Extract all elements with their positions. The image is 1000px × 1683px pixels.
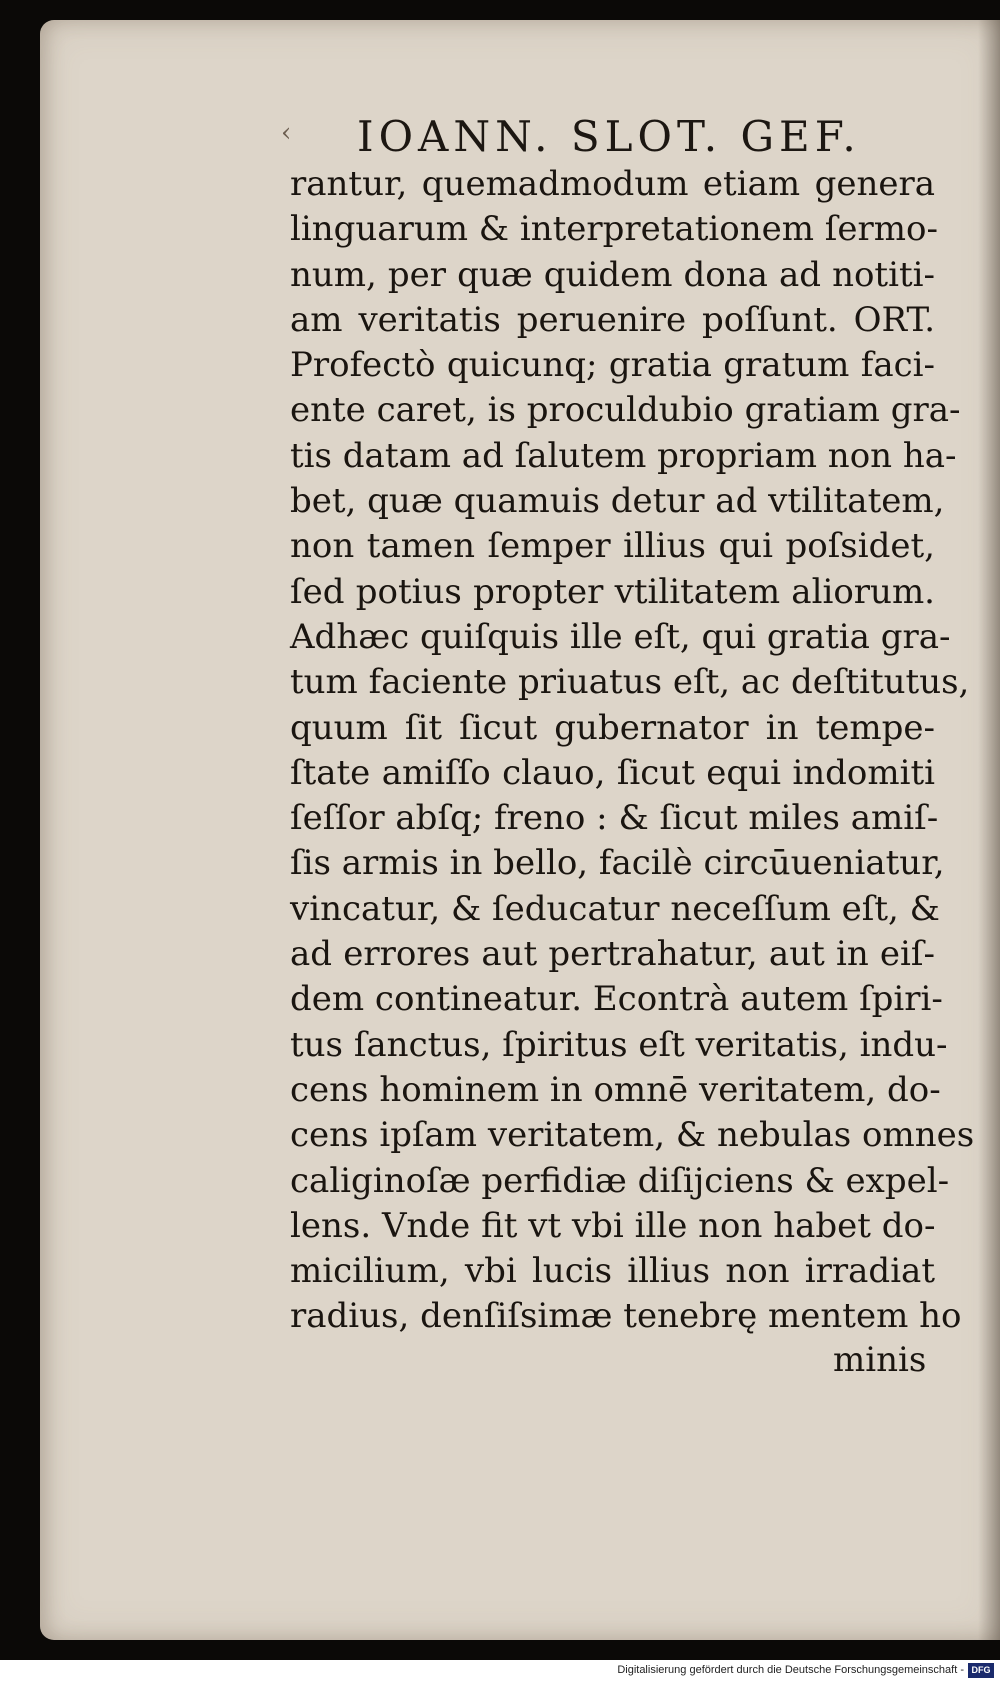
dfg-logo: DFG bbox=[968, 1663, 994, 1678]
text-line: tus ſanctus, ſpiritus eſt veritatis, indu- bbox=[290, 1024, 948, 1065]
text-line: caliginoſæ perfidiæ diſijciens & expel- bbox=[290, 1160, 950, 1201]
text-line: lens. Vnde fit vt vbi ille non habet do- bbox=[290, 1205, 936, 1246]
text-line: cens hominem in omnē veritatem, do- bbox=[290, 1069, 941, 1110]
text-line: ſtate amiſſo clauo, ſicut equi indomiti bbox=[290, 752, 935, 793]
body-text bbox=[290, 162, 975, 1340]
text-line: am veritatis peruenire poſſunt. ORT. bbox=[290, 299, 935, 340]
text-line: ſis armis in bello, facilè circūueniatur, bbox=[290, 843, 945, 884]
text-line: tis datam ad ſalutem propriam non ha- bbox=[290, 435, 957, 476]
page-gutter-shadow bbox=[978, 20, 1000, 1640]
text-line: Profectò quicunq; gratia gratum faci- bbox=[290, 345, 935, 386]
text-line: ſed potius propter vtilitatem aliorum. bbox=[290, 571, 935, 612]
text-line: linguarum & interpretationem ſermo- bbox=[290, 209, 938, 250]
footer-bar bbox=[0, 1660, 1000, 1683]
text-line: ſeſſor abſq; freno : & ſicut miles amiſ- bbox=[290, 798, 939, 839]
text-line: dem contineatur. Econtrà autem ſpiri- bbox=[290, 979, 943, 1020]
running-head: IOANN. SLOT. GEF. bbox=[357, 112, 861, 161]
text-line: Adhæc quiſquis ille eſt, qui gratia gra- bbox=[290, 616, 951, 657]
catchword: minis bbox=[833, 1340, 927, 1380]
text-line: non tamen ſemper illius qui poſsidet, bbox=[290, 526, 935, 567]
text-line: vincatur, & ſeducatur neceſſum eſt, & bbox=[290, 888, 940, 929]
text-line: micilium, vbi lucis illius non irradiat bbox=[290, 1251, 935, 1292]
text-line: tum faciente priuatus eſt, ac deſtitutus, bbox=[290, 662, 970, 703]
text-line: rantur, quemadmodum etiam genera bbox=[290, 164, 935, 204]
footer-credit: Digitalisierung gefördert durch die Deutsche Forschungsgemeinschaft - bbox=[617, 1664, 964, 1676]
text-line: ad errores aut pertrahatur, aut in eiſ- bbox=[290, 934, 935, 975]
text-line: cens ipſam veritatem, & nebulas omnes bbox=[290, 1115, 975, 1156]
text-line: bet, quæ quamuis detur ad vtilitatem, bbox=[290, 481, 945, 522]
text-line: quum ſit ſicut gubernator in tempe- bbox=[290, 707, 935, 748]
text-line: radius, denſiſsimæ tenebrę mentem ho bbox=[290, 1296, 962, 1337]
running-head-mark: ‹ bbox=[281, 118, 292, 148]
text-line: num, per quæ quidem dona ad notiti- bbox=[290, 254, 935, 295]
text-line: ente caret, is proculdubio gratiam gra- bbox=[290, 390, 961, 431]
